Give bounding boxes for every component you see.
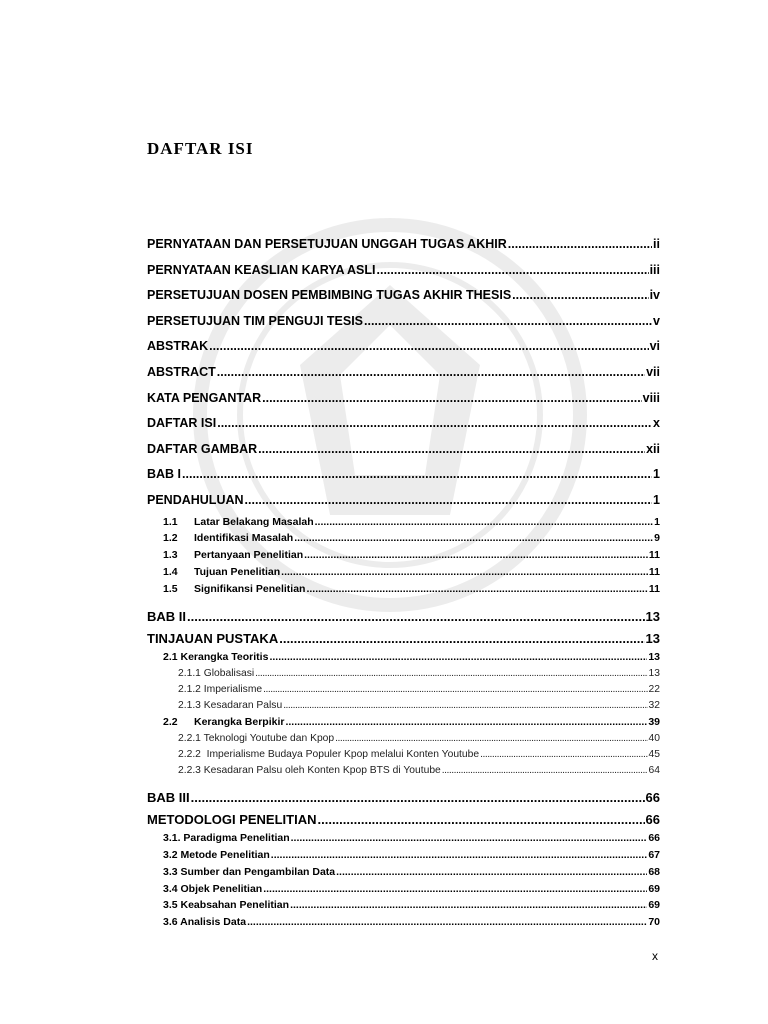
leader-dots [187,604,645,630]
leader-dots [335,731,647,747]
leader-dots [263,881,647,898]
leader-dots [182,462,652,488]
toc-subentry-label: 3.5 Keabsahan Penelitian [163,899,290,912]
leader-dots [442,763,648,779]
toc-subentry-label: Signifikansi Penelitian [194,582,306,595]
toc-entry-label: BAB II [147,608,186,624]
toc-subentry-page: 9 [654,532,660,545]
toc-subentry-label: 3.2 Metode Penelitian [163,849,270,862]
page-number: x [652,949,658,963]
toc-entry-page: 13 [645,608,660,624]
toc-subentry-page: 66 [648,832,660,845]
toc-subentry-label: Tujuan Penelitian [194,565,281,578]
toc-subsubentry-label: 2.2.3 Kesadaran Palsu oleh Konten Kpop BTS di Youtube [178,764,441,776]
toc-subentry-label: 3.1. Paradigma Penelitian [163,832,290,845]
leader-dots [262,386,642,412]
toc-entry-label: DAFTAR ISI [147,416,217,431]
toc-entry-label: PERNYATAAN DAN PERSETUJUAN UNGGAH TUGAS AKHIR [147,237,507,251]
toc-entry-label: ABSTRAK [147,339,209,354]
toc-entry[interactable] [147,604,660,630]
leader-dots [315,514,654,531]
toc-subentry-page: 68 [648,865,660,878]
toc-subentry[interactable] [147,714,660,731]
toc-subsubentry[interactable] [147,747,660,763]
toc-entry-page: 66 [645,812,660,828]
toc-entry-page: iv [649,288,660,303]
toc-subentry[interactable] [147,649,660,666]
toc-entry-label: PERSETUJUAN TIM PENGUJI TESIS [147,313,364,328]
toc-entry[interactable] [147,309,660,335]
leader-dots [258,437,645,463]
leader-dots [512,283,648,309]
leader-dots [290,897,647,914]
toc-entry-page: x [653,416,660,431]
toc-entry-page: v [653,313,660,328]
toc-subentry[interactable] [147,881,660,898]
toc-entry-page: 66 [645,789,660,805]
toc-entry-page: viii [642,390,660,405]
toc-subentry-number: 2.2 [163,715,178,728]
toc-subentry[interactable] [147,514,660,531]
toc-entry-label: METODOLOGI PENELITIAN [147,812,317,828]
toc-entry[interactable] [147,785,660,811]
toc-subentry[interactable] [147,897,660,914]
leader-dots [191,785,645,811]
leader-dots [285,714,647,731]
toc-subsubentry[interactable] [147,698,660,714]
toc-subentry-number: 1.5 [163,582,178,595]
toc-subentry-label: Latar Belakang Masalah [194,515,314,528]
toc-subsubentry-label: 2.1.2 Imperialisme [178,683,263,695]
toc-entry-page: 1 [653,492,660,507]
leader-dots [283,698,647,714]
toc-entry-label: DAFTAR GAMBAR [147,441,258,456]
toc-subentry-page: 70 [648,916,660,929]
toc-subsubentry[interactable] [147,731,660,747]
toc-subsubentry-label: 2.1.3 Kesadaran Palsu [178,699,283,711]
toc-entry-label: PERSETUJUAN DOSEN PEMBIMBING TUGAS AKHIR THESIS [147,288,512,303]
leader-dots [281,564,648,581]
toc-entry-label: ABSTRACT [147,364,216,379]
toc-entry-page: vi [649,339,660,354]
leader-dots [245,488,653,514]
toc-entry-page: iii [649,262,660,277]
table-of-contents [147,232,660,931]
toc-subentry-page: 11 [648,565,660,578]
toc-entry-page: 13 [645,631,660,647]
toc-subsubentry[interactable] [147,666,660,682]
toc-entry[interactable] [147,334,660,360]
toc-subsubentry-page: 40 [648,732,660,744]
page-title: DAFTAR ISI [147,139,254,158]
toc-subentry-number: 1.4 [163,565,178,578]
leader-dots [364,309,652,335]
toc-entry-label: KATA PENGANTAR [147,390,262,405]
toc-entry[interactable] [147,462,660,488]
toc-subentry-page: 69 [648,882,660,895]
toc-subentry[interactable] [147,830,660,847]
toc-entry-page: 1 [653,467,660,482]
toc-subentry-page: 67 [648,849,660,862]
toc-subsubentry-label: 2.1.1 Globalisasi [178,667,255,679]
toc-entry[interactable] [147,360,660,386]
toc-subentry-label: Pertanyaan Penelitian [194,549,304,562]
toc-entry[interactable] [147,386,660,412]
toc-subentry-page: 69 [648,899,660,912]
toc-entry[interactable] [147,258,660,284]
leader-dots [217,360,645,386]
toc-entry[interactable] [147,810,660,830]
toc-subsubentry-label: 2.2.2 Imperialisme Budaya Populer Kpop melalui Konten Youtube [178,748,480,760]
toc-entry[interactable] [147,488,660,514]
toc-entry-page: ii [653,237,660,251]
leader-dots [255,666,647,682]
toc-subentry[interactable] [147,581,660,598]
toc-subsubentry-page: 13 [648,667,660,679]
toc-subentry-page: 13 [648,651,660,664]
toc-subentry[interactable] [147,864,660,881]
toc-subentry-label: Kerangka Berpikir [194,715,285,728]
toc-entry[interactable] [147,411,660,437]
toc-entry-label: PERNYATAAN KEASLIAN KARYA ASLI [147,262,376,277]
toc-entry-label: BAB I [147,467,182,482]
toc-subentry-page: 39 [648,715,660,728]
toc-entry[interactable] [147,232,660,258]
leader-dots [508,232,652,258]
toc-subentry[interactable] [147,847,660,864]
toc-subsubentry-page: 22 [648,683,660,695]
toc-subsubentry[interactable] [147,763,660,779]
toc-subentry-number: 1.3 [163,549,178,562]
toc-subentry-label: 3.3 Sumber dan Pengambilan Data [163,865,336,878]
toc-subentry-label: 3.4 Objek Penelitian [163,882,263,895]
toc-entry-label: BAB III [147,789,190,805]
leader-dots [294,530,653,547]
leader-dots [263,682,647,698]
toc-subentry-label: 2.1 Kerangka Teoritis [163,651,269,664]
leader-dots [318,810,645,830]
toc-subentry-page: 11 [648,549,660,562]
leader-dots [336,864,647,881]
toc-entry-page: xii [646,441,660,456]
leader-dots [269,649,647,666]
toc-entry-page: vii [646,364,660,379]
toc-subsubentry-page: 32 [648,699,660,711]
leader-dots [291,830,648,847]
toc-entry[interactable] [147,283,660,309]
toc-subentry-page: 1 [654,515,660,528]
toc-subentry-number: 1.2 [163,532,178,545]
toc-subentry-label: 3.6 Analisis Data [163,916,247,929]
toc-entry-label: TINJAUAN PUSTAKA [147,631,279,647]
toc-entry[interactable] [147,629,660,649]
toc-subentry[interactable] [147,547,660,564]
leader-dots [209,334,648,360]
toc-subsubentry-page: 45 [648,748,660,760]
toc-subentry-number: 1.1 [163,515,178,528]
toc-subentry-page: 11 [648,582,660,595]
leader-dots [271,847,648,864]
toc-entry[interactable] [147,437,660,463]
leader-dots [377,258,649,284]
leader-dots [247,914,647,931]
toc-subsubentry-page: 64 [648,764,660,776]
toc-subentry[interactable] [147,530,660,547]
toc-subsubentry-label: 2.2.1 Teknologi Youtube dan Kpop [178,732,335,744]
leader-dots [279,629,644,649]
leader-dots [217,411,652,437]
toc-subentry[interactable] [147,564,660,581]
toc-subsubentry[interactable] [147,682,660,698]
leader-dots [304,547,648,564]
toc-entry-label: PENDAHULUAN [147,492,244,507]
leader-dots [480,747,647,763]
leader-dots [306,581,647,598]
toc-subentry-label: Identifikasi Masalah [194,532,294,545]
toc-subentry[interactable] [147,914,660,931]
